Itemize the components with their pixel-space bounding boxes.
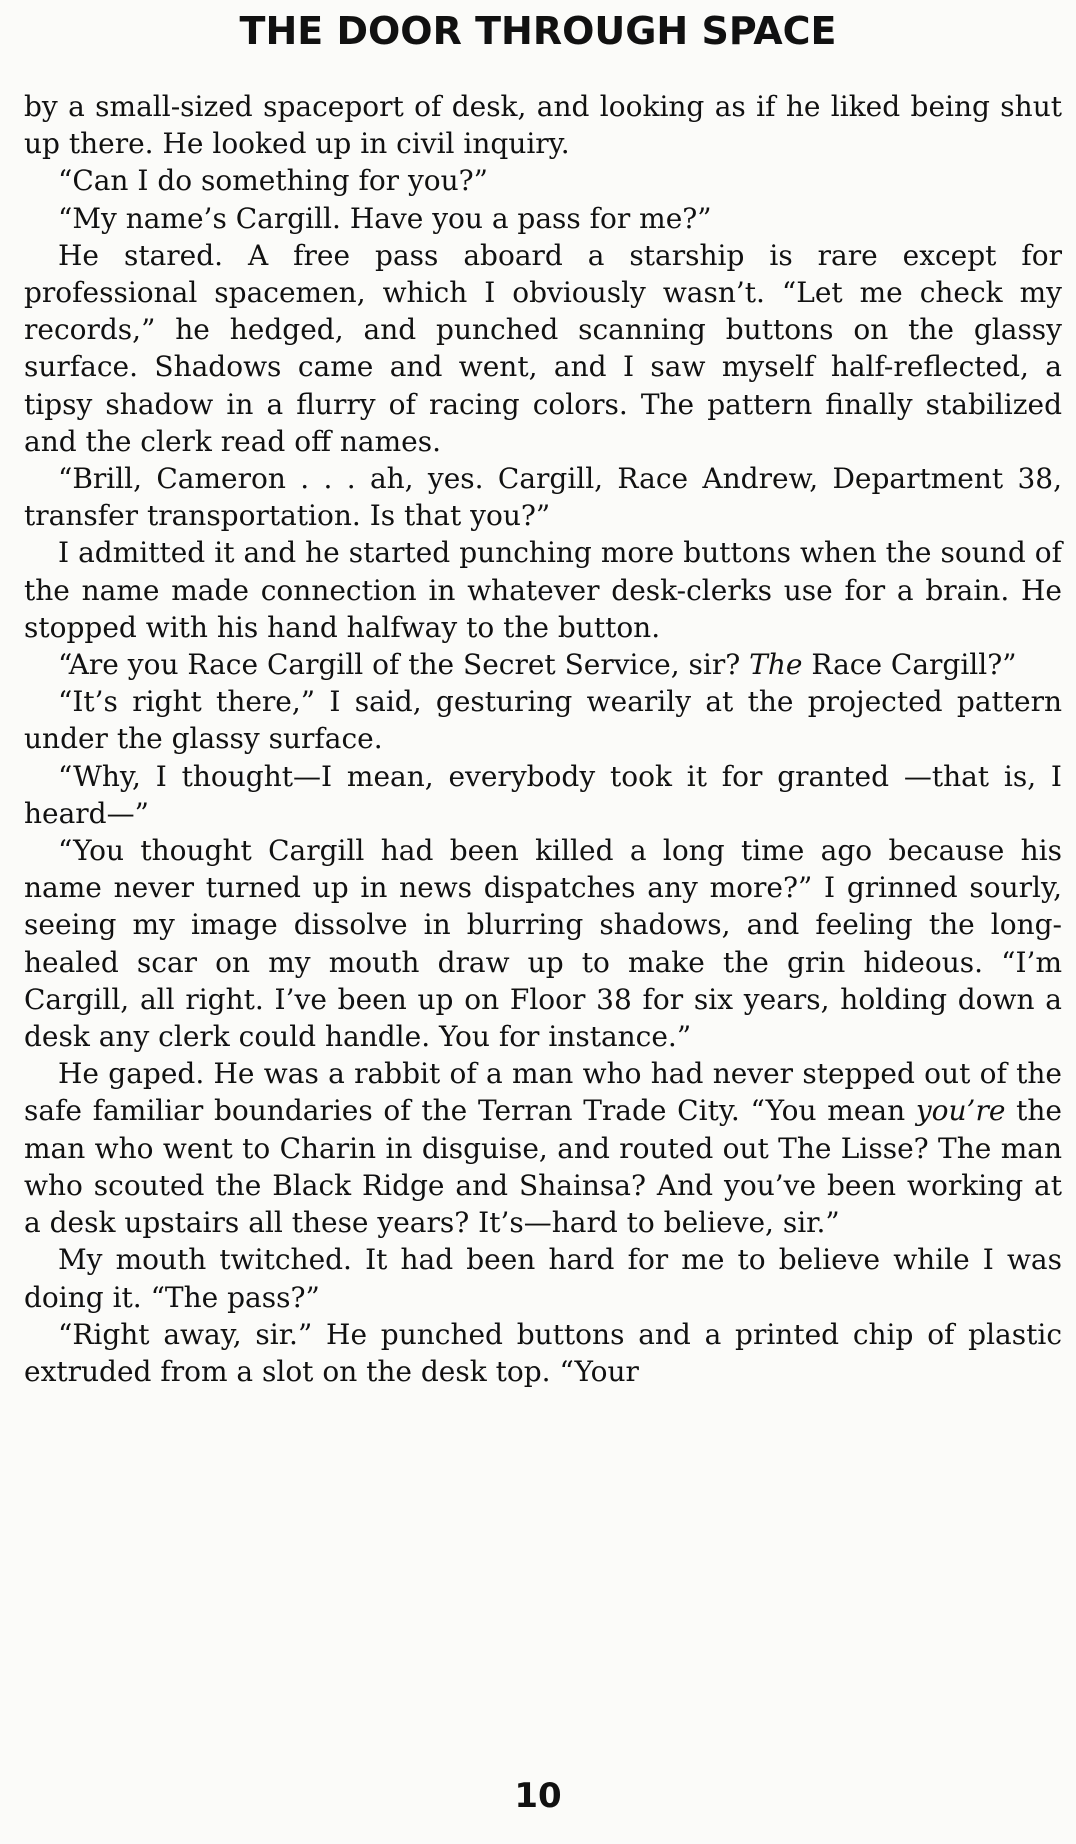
paragraph bbox=[24, 1241, 1062, 1315]
paragraph bbox=[24, 162, 1062, 199]
page-number: 10 bbox=[514, 1776, 562, 1816]
text-run: “Can I do something for you?” bbox=[58, 164, 488, 198]
text-run: the man who went to Charin in disguise, and routed out The Lisse? The man who scouted the Black Ridge and Shainsa? And you’ve been working at a desk upstairs all these years? It’s—hard to believe, sir.” bbox=[24, 1094, 1062, 1240]
text-run: He stared. A free pass aboard a starship is rare except for professional spacemen, which I obviously wasn’t. “Let me check my records,” he hedged, and punched scanning buttons on the glassy surface. Shadows came and went, and I saw myself half-reflected, a tipsy shadow in a flurry of racing colors. The pattern finally stabilized and the clerk read off names. bbox=[24, 238, 1062, 458]
text-run: My mouth twitched. It had been hard for me to believe while I was doing it. “The pass?” bbox=[24, 1243, 1062, 1314]
text-run: “Brill, Cameron . . . ah, yes. Cargill, Race Andrew, Department 38, transfer transportation. Is that you?” bbox=[24, 462, 1062, 533]
paragraph bbox=[24, 460, 1062, 534]
paragraph bbox=[24, 88, 1062, 162]
paragraph bbox=[24, 758, 1062, 832]
body-text bbox=[24, 88, 1062, 1390]
text-run: I admitted it and he started punching more buttons when the sound of the name made connection in whatever desk-clerks use for a brain. He stopped with his hand halfway to the button. bbox=[24, 536, 1062, 644]
italic-text: The bbox=[749, 648, 803, 682]
text-run: Race Cargill?” bbox=[802, 648, 1017, 682]
text-run: “My name’s Cargill. Have you a pass for me?” bbox=[58, 201, 712, 235]
text-run: “Are you Race Cargill of the Secret Service, sir? bbox=[58, 648, 750, 682]
text-run: He gaped. He was a rabbit of a man who had never stepped out of the safe familiar boundaries of the Terran Trade City. “You mean bbox=[24, 1057, 1062, 1128]
paragraph bbox=[24, 683, 1062, 757]
paragraph bbox=[24, 200, 1062, 237]
paragraph bbox=[24, 832, 1062, 1055]
text-run: “Why, I thought—I mean, everybody took it for granted —that is, I heard—” bbox=[24, 759, 1062, 830]
paragraph bbox=[24, 1055, 1062, 1241]
text-run: “Right away, sir.” He punched buttons and a printed chip of plastic extruded from a slot on the desk top. “Your bbox=[24, 1317, 1062, 1388]
text-run: “You thought Cargill had been killed a long time ago because his name never turned up in news dispatches any more?” I grinned sourly, seeing my image dissolve in blurring shadows, and feeling the long-healed scar on my mouth draw up to make the grin hideous. “I’m Cargill, all right. I’ve been up on Floor 38 for six years, holding down a desk any clerk could handle. You for instance.” bbox=[24, 834, 1062, 1054]
running-head: THE DOOR THROUGH SPACE bbox=[239, 9, 837, 53]
text-run: “It’s right there,” I said, gesturing wearily at the projected pattern under the glassy surface. bbox=[24, 685, 1062, 756]
paragraph bbox=[24, 534, 1062, 646]
paragraph bbox=[24, 1316, 1062, 1390]
italic-text: you’re bbox=[915, 1094, 1006, 1128]
text-run: by a small-sized spaceport of desk, and looking as if he liked being shut up there. He looked up in civil inquiry. bbox=[24, 90, 1062, 161]
paragraph bbox=[24, 237, 1062, 460]
paragraph bbox=[24, 646, 1062, 683]
